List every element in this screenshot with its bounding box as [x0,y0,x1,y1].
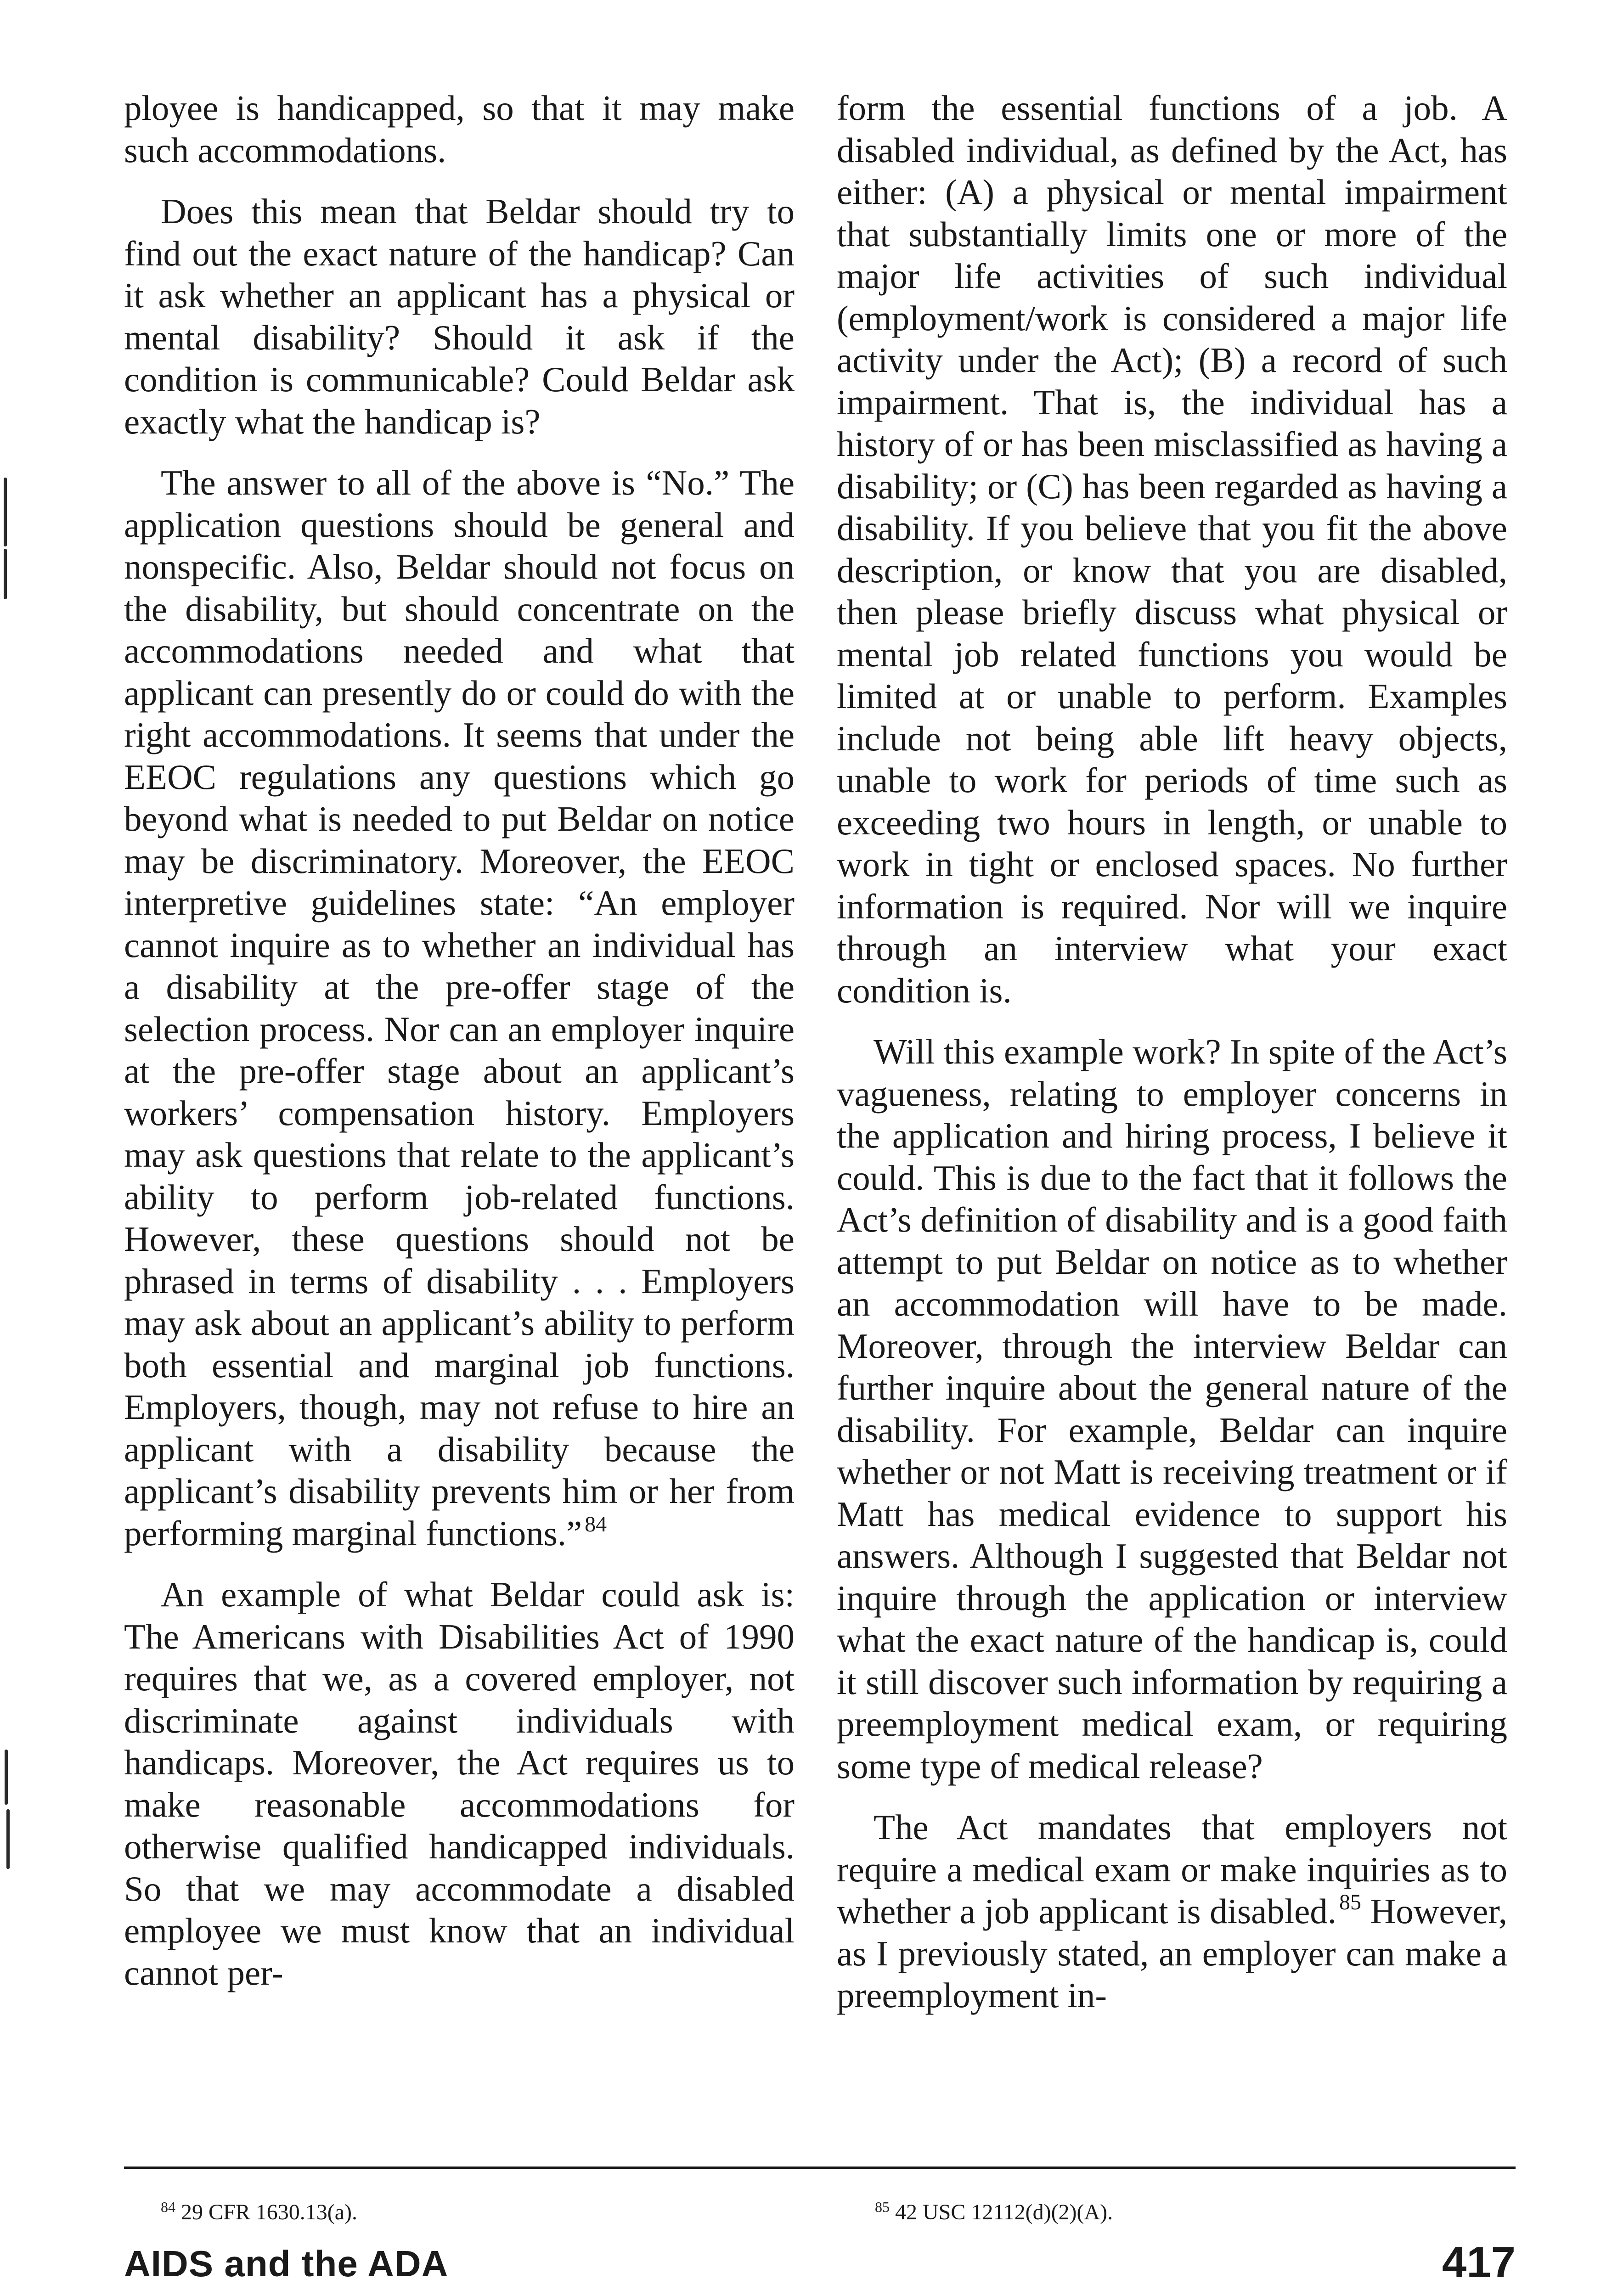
footnote-84-number: 84 [161,2199,175,2215]
right-paragraph-3-rest: However, as I previously stated, an employer can make a preemployment in- [837,1891,1508,2015]
page-number: 417 [1442,2238,1516,2287]
margin-scan-mark [5,1750,8,1805]
footnote-84 [161,2199,357,2226]
left-column [124,87,795,2013]
right-paragraph-3 [837,1806,1507,2017]
left-paragraph-3 [124,462,795,1554]
footnote-ref-84[interactable]: 84 [585,1512,607,1536]
right-column [837,87,1507,2036]
footnote-ref-85[interactable]: 85 [1339,1890,1362,1914]
running-footer-title: AIDS and the ADA [124,2243,449,2284]
footnote-divider [124,2167,1516,2169]
margin-scan-mark [4,478,7,546]
left-paragraph-3-text: The answer to all of the above is “No.” The application questions should be general and nonspecific. Also, Beldar should not focus on the disability, but should concentrate on the accommodations needed and what that applicant can presently do or could do with the right accommodations. It seems that under the EEOC regulations any questions which go beyond what is needed to put Beldar on notice may be discriminatory. Moreover, the EEOC interpretive guidelines state: “An employer cannot inquire as to whether an individual has a disability at the pre-offer stage of the selection process. Nor can an employer inquire at the pre-offer stage about an applicant’s workers’ compensation history. Employers may ask questions that relate to the applicant’s ability to perform job-related functions. However, these questions should not be phrased in terms of disability . . . Employers may ask about an applicant’s ability to perform both essential and marginal job functions. Employers, though, may not refuse to hire an applicant with a disability because the applicant’s disability prevents him or her from performing marginal functions.” [124,463,795,1553]
margin-scan-mark [4,549,7,599]
left-paragraph-1: ployee is handicapped, so that it may make such accommodations. [124,88,795,170]
right-paragraph-2: Will this example work? In spite of the Act’s vagueness, relating to employer concerns in the application and hiring process, I believe it could. This is due to the fact that it follows the Act’s definition of disability and is a good faith attempt to put Beldar on notice as to whether an accommodation will have to be made. Moreover, through the interview Beldar can further inquire about the general nature of the disability. For example, Beldar can inquire whether or not Matt is receiving treatment or if Matt has medical evidence to support his answers. Although I suggested that Beldar not inquire through the application or interview what the exact nature of the handicap is, could it still discover such information by requiring a preemployment medical exam, or requiring some type of medical release? [837,1032,1507,1786]
right-paragraph-1: form the essential functions of a job. A disabled individual, as defined by the Act, has either: (A) a physical or mental impairment that substantially limits one or more of the major life activities of such individual (employment/work is considered a major life activity under the Act); (B) a record of such impairment. That is, the individual has a history of or has been misclassified as having a disability; or (C) has been regarded as having a disability. If you believe that you fit the above description, or know that you are disabled, then please briefly discuss what physical or mental job related functions you would be limited at or unable to perform. Examples include not being able lift heavy objects, unable to work for periods of time such as exceeding two hours in length, or unable to work in tight or enclosed spaces. No further information is required. Nor will we inquire through an interview what your exact condition is. [837,88,1507,1010]
left-paragraph-2: Does this mean that Beldar should try to find out the exact nature of the handicap? Can it ask whether an applicant has a physical or mental disability? Should it ask if the condition is communicable? Could Beldar ask exactly what the handicap is? [124,191,795,441]
left-paragraph-4: An example of what Beldar could ask is: The Americans with Disabilities Act of 1990 requires that we, as a covered employer, not discriminate against individuals with handicaps. Moreover, the Act requires us to make reasonable accommodations for otherwise qualified handicapped individuals. So that we may accommodate a disabled employee we must know that an individual cannot per- [124,1575,795,1992]
right-paragraph-3-text: The Act mandates that employers not require a medical exam or make inquiries as to whether a job applicant is disabled. [837,1807,1507,1931]
footnote-85-text: 42 USC 12112(d)(2)(A). [895,2200,1113,2224]
footnote-85-number: 85 [875,2199,890,2215]
margin-scan-mark [6,1809,10,1869]
footnote-85 [875,2199,1113,2226]
footnote-84-text: 29 CFR 1630.13(a). [181,2200,357,2224]
